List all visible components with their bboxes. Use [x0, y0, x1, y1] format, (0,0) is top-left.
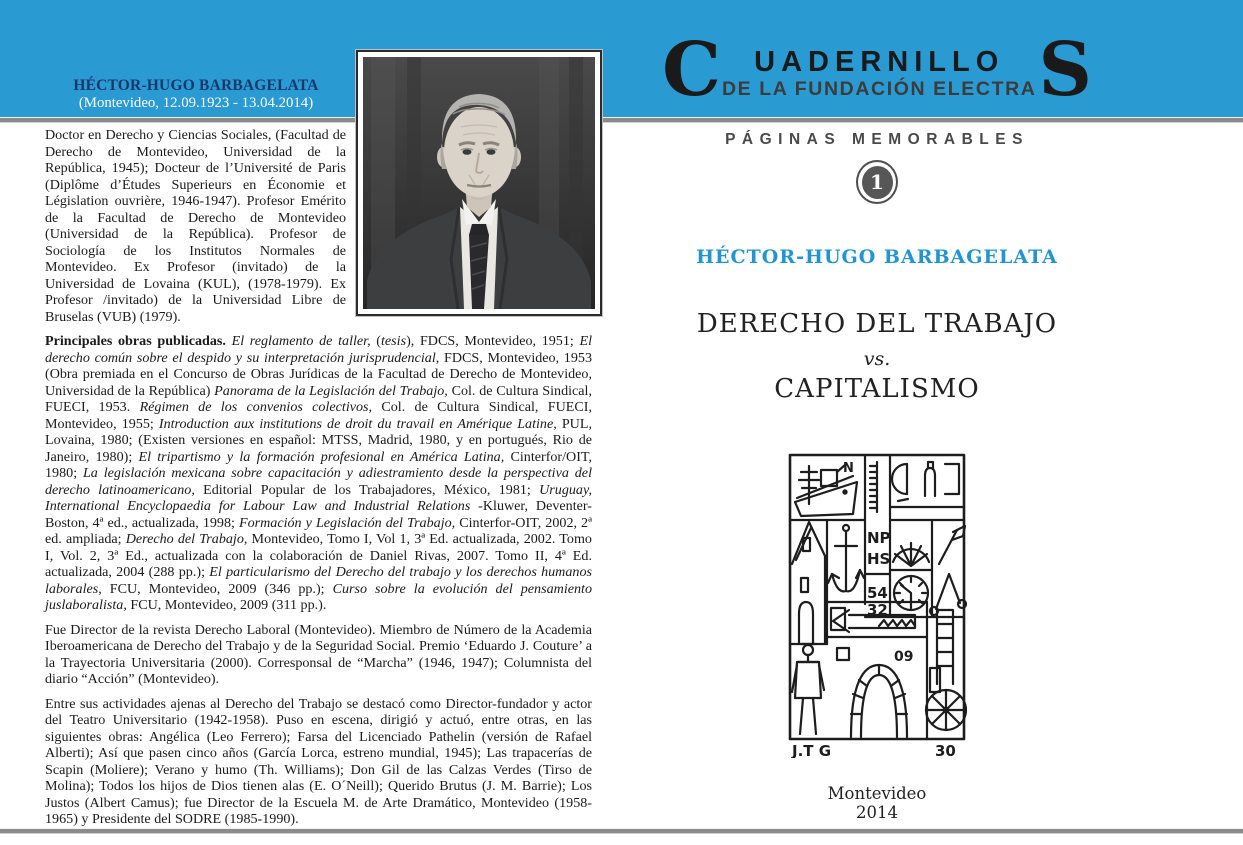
logo-word-middle: UADERNILLO: [754, 46, 1005, 79]
bio-paragraph-theatre: Entre sus actividades ajenas al Derecho del Trabajo se destacó como Director-fundador y actor del Teatro Universitario (1942-1958). Puso en escena, dirigió y actuó, entre otras, en las siguientes obras: Angélica (Leo Ferrero); Farsa del Licenciado Pathelin (versión de Rafael Alberti); Así que pasen cinco años (García Lorca, estreno mundial, 1945); Las trapacerías de Scapin (Moliere); Verano y humo (Th. Williams); Don Gil de las Calzas Verdes (Tirso de Molina); Todos los hijos de Dios tienen alas (E. O´Neill); Querido Brutus (J. M. Barrie); Los Justos (Albert Camus); fue Director de la Escuela M. de Arte Dramático, Montevideo (1958-1965) y Presidente del SODRE (1985-1990).: [45, 695, 592, 827]
imprint-city: Montevideo: [827, 784, 927, 803]
issue-number-badge: [621, 160, 1133, 204]
logo-subtitle: DE LA FUNDACIÓN ELECTRA: [721, 78, 1037, 101]
series-title: PÁGINAS MEMORABLES: [725, 131, 1029, 148]
logo-final-s: S: [1038, 27, 1092, 113]
imprint-year: 2014: [856, 803, 898, 822]
logo-middle-block: [722, 48, 1036, 100]
drawing-label-np: NP: [867, 529, 891, 547]
issue-number: 1: [870, 170, 884, 194]
issue-badge-ring: [856, 160, 898, 204]
drawing-label-54: 54: [867, 584, 888, 602]
book-title-line3: CAPITALISMO: [774, 374, 980, 404]
biography-text: [45, 127, 592, 836]
drawing-year-mark: 30: [935, 742, 956, 758]
drawing-label-hs: HS: [867, 550, 891, 568]
cover-author-name: HÉCTOR-HUGO BARBAGELATA: [696, 246, 1058, 268]
bio-paragraph-works: Principales obras publicadas. El reglamento de taller, (tesis), FDCS, Montevideo, 1951; El derecho común sobre el despido y su interpretación jurisprudencial, FDCS, Montevideo, 1953 (Obra premiada en el Concurso de Obras Jurídicas de la Facultad de Derecho de Montevideo, Universidad de la República) Panorama de la Legislación del Trabajo, Col. de Cultura Sindical, FUECI, 1953. Régimen de los convenios colectivos, Col. de Cultura Sindical, FUECI, Montevideo, 1955; Introduction aux institutions de droit du travail en Amérique Latine, PUL, Lovaina, 1980; (Existen versiones en español: MTSS, Madrid, 1980, y en portugués, Rio de Janeiro, 1980); El tripartismo y la formación profesional en América Latina, Cinterfor/OIT, 1980; La legislación mexicana sobre capacitación y adiestramiento desde la perspectiva del derecho latinoamericano, Editorial Popular de los Trabajadores, México, 1981; Uruguay, International Encyclopaedia for Labour Law and Industrial Relations -Kluwer, Deventer-Boston, 4ª ed., actualizada, 1998; Formación y Legislación del Trabajo, Cinterfor-OIT, 2002, 2ª ed. ampliada; Derecho del Trabajo, Montevideo, Tomo I, Vol 1, 3ª Ed. actualizada, 2002. Tomo I, Vol. 2, 3ª Ed., actualizada con la colaboración de Daniel Rivas, 2007. Tomo II, 4ª Ed. actualizada, 2004 (288 pp.); El particularismo del Derecho del trabajo y los derechos humanos laborales, FCU, Montevideo, 2009 (346 pp.); Curso sobre la evolución del pensamiento juslaboralista, FCU, Montevideo, 2009 (311 pp.).: [45, 333, 593, 613]
biography-header-dates: (Montevideo, 12.09.1923 - 13.04.2014): [78, 95, 314, 112]
constructivist-cover-drawing: [787, 452, 967, 758]
drawing-label-32: 32: [867, 601, 888, 619]
biography-header-name: HÉCTOR-HUGO BARBAGELATA: [73, 77, 319, 94]
book-title-line1: DERECHO DEL TRABAJO: [696, 309, 1058, 339]
drawing-label-oo: 09: [894, 649, 914, 665]
photo-wrap-spacer: [346, 127, 592, 323]
cuadernillos-logo: [621, 27, 1133, 113]
drawing-signature: J.T G: [792, 742, 832, 758]
logo-initial-c: C: [662, 27, 721, 113]
biography-header: [45, 77, 347, 112]
bio-paragraph-credentials: Doctor en Derecho y Ciencias Sociales, (Facultad de Derecho de Montevideo, Universidad de la República, 1945); Docteur de l’Université de Paris (Diplôme d’Études Superieurs en Économie et Législation ouvrière, 1946-1947). Profesor Emérito de la Facultad de Derecho de Montevideo (Universidad de la República). Profesor de Sociología de los Institutos Normales de Montevideo. Ex Profesor (invitado) de la Universidad de Lovaina (KUL), (1978-1979). Ex Profesor /invitado) de la Universidad Libre de Bruselas (VUB) (1979).: [45, 127, 346, 325]
issue-badge-disc: [862, 166, 893, 199]
bio-paragraph-honors: Fue Director de la revista Derecho Laboral (Montevideo). Miembro de Número de la Academia Iberoamericana de Derecho del Trabajo y de la Seguridad Social. Premio ‘Eduardo J. Couture’ a la Trayectoria Universitaria (2000). Corresponsal de “Marcha” (1946, 1947); Columnista del diario “Acción” (Montevideo).: [45, 621, 592, 687]
book-title-vs: vs.: [863, 348, 891, 370]
imprint: [621, 784, 1133, 822]
drawing-label-n: N: [843, 461, 854, 476]
front-cover: [621, 0, 1133, 845]
